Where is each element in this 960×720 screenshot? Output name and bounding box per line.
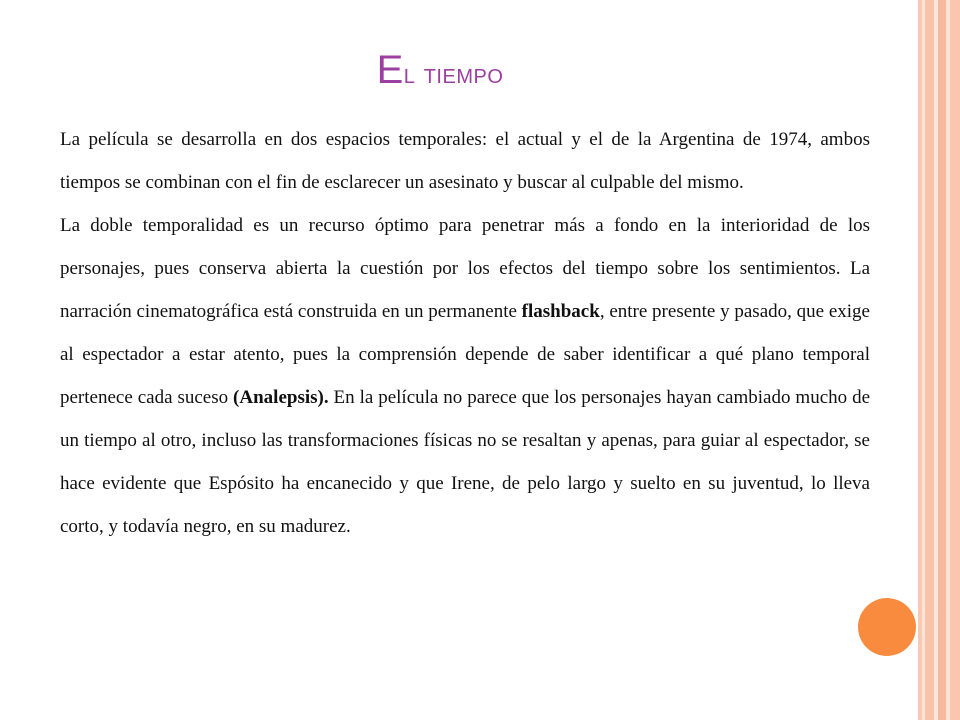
term-analepsis: (Analepsis).	[233, 387, 329, 408]
decorative-orange-circle	[858, 598, 916, 656]
paragraph-1: La película se desarrolla en dos espacios temporales: el actual y el de la Argentina de 1974, ambos tiempos se combinan con el fin de esclarecer un asesinato y buscar al culpable del mismo.	[60, 129, 870, 193]
paragraph-2-text: , entre presente y pasado, que exige al espectador a estar atento, pues la comprensión depende de saber identificar a qué plano temporal pertenece cada suceso	[60, 301, 870, 408]
slide-title	[0, 48, 880, 93]
stripe	[925, 0, 934, 720]
paragraph-2-text: En la película no parece que los personajes hayan cambiado mucho de un tiempo al otro, incluso las transformaciones físicas no se resaltan y apenas, para guiar al espectador, se hace evidente que Espósito ha encanecido y que Irene, de pelo largo y suelto en su juventud, lo lleva corto, y todavía negro, en su madurez.	[60, 387, 870, 537]
title-rest: l tiempo	[403, 58, 504, 89]
paragraph-2-text: La doble temporalidad es un recurso óptimo para penetrar más a fondo en la interioridad de los personajes, pues conserva abierta la cuestión por los efectos del tiempo sobre los sentimientos. La narración cinematográfica está construida en un permanente	[60, 215, 870, 322]
decorative-side-stripes	[918, 0, 960, 720]
stripe	[950, 0, 960, 720]
title-initial: E	[376, 48, 404, 92]
stripe	[938, 0, 946, 720]
paragraph-2	[60, 204, 870, 548]
term-flashback: flashback	[521, 301, 600, 322]
slide-body	[60, 118, 870, 548]
